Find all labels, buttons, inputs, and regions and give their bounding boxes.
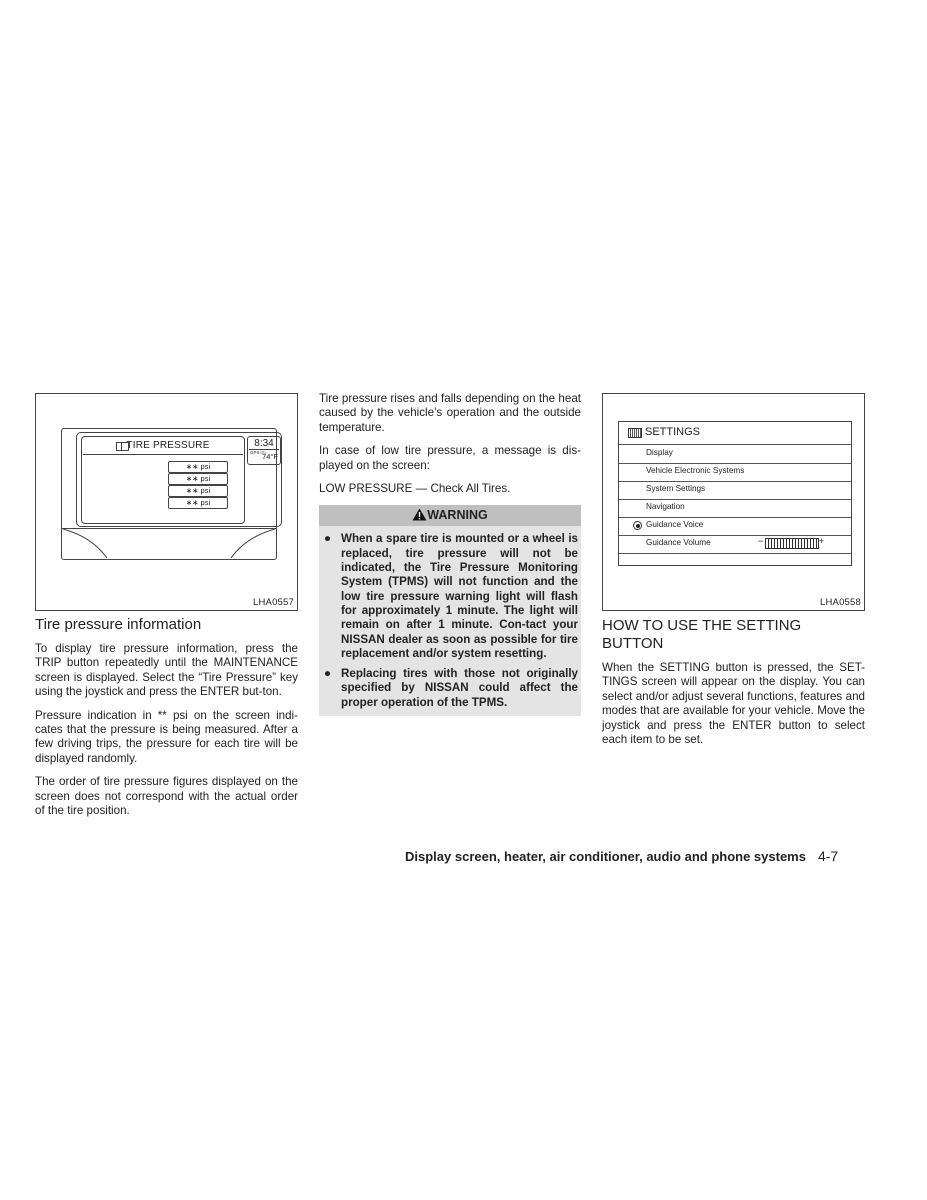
- warning-item: [322, 532, 578, 661]
- warning-text: Replacing tires with those not originally specified by NISSAN could affect the proper operation of the TPMS.: [341, 667, 578, 709]
- settings-item-display[interactable]: [619, 445, 851, 464]
- dashboard-curves: [62, 429, 276, 559]
- tire-pressure-figure: [35, 393, 298, 611]
- clock-time: 8:34: [254, 438, 274, 449]
- paragraph: Pressure indication in ** psi on the screen indi-cates that the pressure is being measured. After a few driving trips, the pressure for each tire will be displayed randomly.: [35, 708, 298, 765]
- middle-column: [319, 392, 581, 716]
- warning-header: [319, 505, 581, 526]
- settings-item-navigation[interactable]: [619, 499, 851, 518]
- psi-row: ∗∗ psi: [168, 461, 228, 473]
- page-number: 4-7: [817, 848, 839, 864]
- settings-item-guidance-volume[interactable]: [619, 535, 851, 554]
- paragraph: When the SETTING button is pressed, the SET-TINGS screen will appear on the display. You can select and/or adjust several functions, features and modes that are available for your vehicle. Move the joystick and press the ENTER button to select each item to be set.: [602, 661, 865, 747]
- left-column: [35, 393, 298, 827]
- paragraph: In case of low tire pressure, a message is dis-played on the screen:: [319, 444, 581, 472]
- settings-item-label: Guidance Voice: [646, 520, 704, 529]
- footer-title: Display screen, heater, air conditioner, audio and phone systems: [405, 849, 806, 864]
- figure-code: LHA0557: [252, 597, 294, 608]
- settings-item-system-settings[interactable]: [619, 481, 851, 500]
- section-heading: Tire pressure information: [35, 616, 202, 633]
- psi-row: ∗∗ psi: [168, 497, 228, 509]
- settings-title: SETTINGS: [645, 426, 701, 438]
- dashboard-display: [61, 428, 277, 560]
- psi-row: ∗∗ psi: [168, 485, 228, 497]
- paragraph: The order of tire pressure figures displayed on the screen does not correspond with the actual order of the tire position.: [35, 775, 298, 818]
- paragraph: LOW PRESSURE — Check All Tires.: [319, 482, 511, 496]
- figure-code: LHA0558: [819, 597, 861, 608]
- tire-pressure-screen-title: TIRE PRESSURE: [126, 440, 210, 451]
- volume-minus[interactable]: −: [758, 536, 764, 546]
- settings-item-label: Guidance Volume: [646, 538, 711, 547]
- psi-row: ∗∗ psi: [168, 473, 228, 485]
- settings-item-vehicle-electronic-systems[interactable]: [619, 463, 851, 482]
- settings-item-label: System Settings: [646, 484, 706, 493]
- warning-body: [319, 526, 581, 716]
- section-heading: HOW TO USE THE SETTING BUTTON: [602, 617, 802, 652]
- settings-screen: [618, 421, 852, 566]
- settings-figure: [602, 393, 865, 611]
- settings-item-guidance-voice[interactable]: [619, 517, 851, 536]
- volume-plus[interactable]: +: [819, 536, 825, 546]
- settings-icon: [628, 428, 642, 438]
- paragraph: Tire pressure rises and falls depending on the heat caused by the vehicle’s operation and the outside temperature.: [319, 392, 581, 434]
- paragraph: To display tire pressure information, press the TRIP button repeatedly until the MAINTENANCE screen is displayed. Select the “Tire Pressure” key using the joystick and press the ENTER but-ton.: [35, 642, 298, 699]
- bullet-icon: ●: [324, 667, 332, 681]
- radio-selected-icon[interactable]: [633, 521, 642, 530]
- page-footer: [405, 848, 838, 864]
- warning-triangle-icon: [412, 508, 427, 521]
- warning-item: [322, 667, 578, 710]
- outside-temperature: 74°F: [262, 452, 278, 461]
- settings-title-bar: [619, 422, 851, 445]
- right-column: [602, 393, 865, 756]
- gps-indicator: GPS◁▷: [250, 450, 267, 455]
- bullet-icon: ●: [324, 532, 332, 546]
- settings-item-label: Vehicle Electronic Systems: [646, 466, 745, 475]
- settings-item-label: Navigation: [646, 502, 685, 511]
- volume-slider[interactable]: [765, 538, 819, 549]
- warning-text: When a spare tire is mounted or a wheel is replaced, tire pressure will not be indicated, the Tire Pressure Monitoring System (TPMS) will not function and the low tire pressure warning light will flash for approximately 1 minute. The light will remain on after 1 minute. Con-tact your NISSAN dealer as soon as possible for tire replacement and/or system resetting.: [341, 532, 578, 660]
- settings-item-label: Display: [646, 448, 673, 457]
- warning-title: WARNING: [427, 508, 488, 523]
